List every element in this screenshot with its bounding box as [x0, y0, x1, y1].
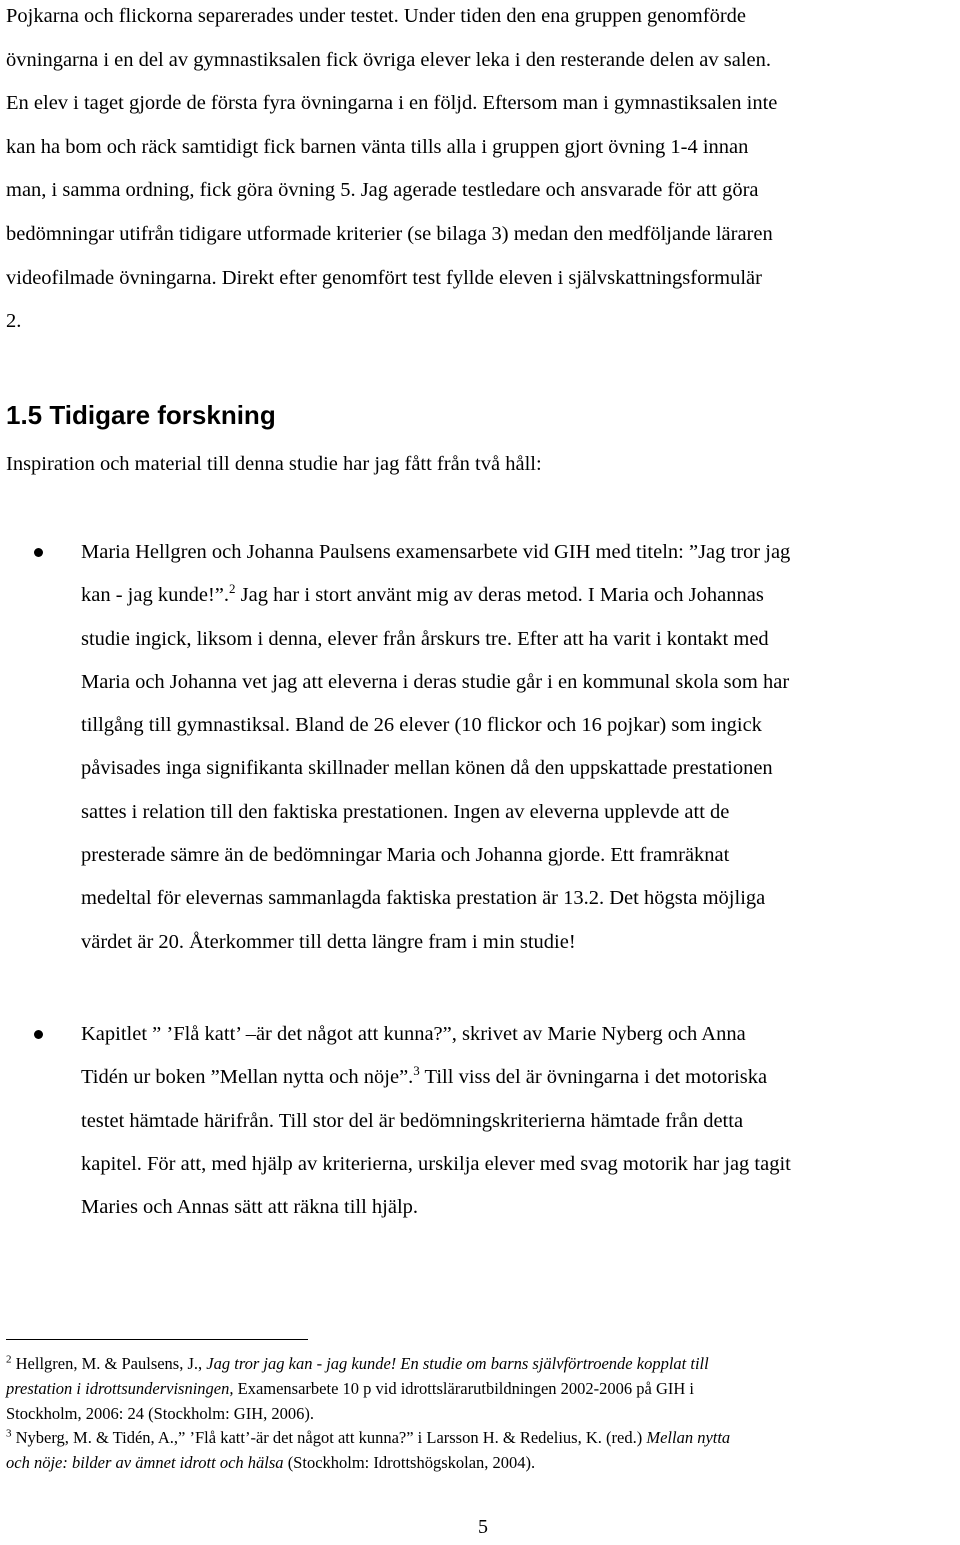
text-fragment: Jag har i stort använt mig av deras metod. I Maria och Johannas: [235, 584, 764, 607]
footnote-title: och nöje: bilder av ämnet idrott och hälsa: [6, 1453, 284, 1473]
footnote-2-line: [6, 1377, 956, 1402]
text-line: tillgång till gymnastiksal. Bland de 26 elever (10 flickor och 16 pojkar) som ingick: [81, 714, 762, 737]
text-line: presterade sämre än de bedömningar Maria och Johanna gjorde. Ett framräknat: [81, 844, 730, 867]
footnotes: [6, 1352, 956, 1476]
text-line: [81, 574, 960, 617]
text-line: kapitel. För att, med hjälp av kriterierna, urskilja elever med svag motorik har jag tagit: [81, 1152, 791, 1175]
text-line: värdet är 20. Återkommer till detta längre fram i min studie!: [81, 930, 576, 953]
text-line: Maria Hellgren och Johanna Paulsens examensarbete vid GIH med titeln: ”Jag tror jag: [81, 541, 791, 563]
bullet-icon: [34, 1030, 43, 1039]
text-line: Maries och Annas sätt att räkna till hjälp.: [81, 1196, 419, 1219]
text-fragment: kan - jag kunde!”.: [81, 584, 229, 607]
footnote-3-line: [6, 1426, 956, 1451]
footnote-2-line: [6, 1352, 956, 1377]
text-line: övningarna i en del av gymnastiksalen fick övriga elever leka i den resterande delen av salen.: [6, 48, 772, 71]
text-line: man, i samma ordning, fick göra övning 5. Jag agerade testledare och ansvarade för att göra: [6, 179, 759, 202]
text-fragment: Tidén ur boken ”Mellan nytta och nöje”.: [81, 1066, 414, 1089]
footnote-ref: 2: [229, 581, 236, 597]
footnote-title: Mellan nytta: [646, 1428, 731, 1448]
text-line: Kapitlet ” ’Flå katt’ –är det något att kunna?”, skrivet av Marie Nyberg och Anna: [81, 1023, 746, 1045]
footnote-title: prestation i idrottsundervisningen,: [6, 1378, 234, 1398]
section-lead: Inspiration och material till denna studie har jag fått från två håll:: [6, 453, 542, 475]
text-line: medeltal för elevernas sammanlagda faktiska prestation är 13.2. Det högsta möjliga: [81, 887, 766, 910]
bullet-text: [81, 1013, 960, 1229]
section-heading: 1.5 Tidigare forskning: [6, 400, 276, 430]
text-line: bedömningar utifrån tidigare utformade kriterier (se bilaga 3) medan den medföljande läraren: [6, 222, 773, 245]
bullet-text: [81, 531, 960, 964]
footnote-ref: 3: [413, 1063, 420, 1079]
bullet-icon: [34, 548, 43, 557]
footnote-authors: Hellgren, M. & Paulsens, J.,: [11, 1354, 207, 1373]
footnote-number: 2: [6, 1353, 12, 1366]
text-line: 2.: [6, 310, 22, 333]
footnote-details: Examensarbete 10 p vid idrottslärarutbildningen 2002-2006 på GIH i: [233, 1378, 695, 1398]
page-number: 5: [478, 1516, 488, 1538]
text-line: En elev i taget gjorde de första fyra övningarna i en följd. Eftersom man i gymnastiksalen inte: [6, 92, 778, 115]
footnote-2-line: Stockholm, 2006: 24 (Stockholm: GIH, 2006).: [6, 1403, 314, 1423]
intro-paragraph: [6, 0, 956, 344]
footnote-authors: Nyberg, M. & Tidén, A.,” ’Flå katt’-är det något att kunna?” i Larsson H. & Redelius, K. (red.): [11, 1428, 647, 1448]
footnote-details: (Stockholm: Idrottshögskolan, 2004).: [283, 1453, 536, 1473]
text-fragment: Till viss del är övningarna i det motoriska: [419, 1066, 768, 1089]
text-line: kan ha bom och räck samtidigt fick barnen vänta tills alla i gruppen gjort övning 1-4 innan: [6, 135, 749, 158]
footnote-number: 3: [6, 1427, 12, 1440]
footnote-3-line: [6, 1451, 956, 1476]
text-line: sattes i relation till den faktiska prestationen. Ingen av eleverna upplevde att de: [81, 800, 730, 823]
text-line: studie ingick, liksom i denna, elever från årskurs tre. Efter att ha varit i kontakt med: [81, 627, 769, 650]
footnote-separator: [6, 1339, 308, 1340]
text-line: videofilmade övningarna. Direkt efter genomfört test fyllde eleven i självskattningsformulär: [6, 266, 762, 289]
footnote-title: Jag tror jag kan - jag kunde! En studie om barns självförtroende kopplat till: [206, 1354, 709, 1373]
text-line: Maria och Johanna vet jag att eleverna i deras studie går i en kommunal skola som har: [81, 670, 790, 693]
text-line: påvisades inga signifikanta skillnader mellan könen då den uppskattade prestationen: [81, 757, 773, 780]
text-line: testet hämtade härifrån. Till stor del är bedömningskriterierna hämtade från detta: [81, 1109, 744, 1132]
text-line: Pojkarna och flickorna separerades under testet. Under tiden den ena gruppen genomförde: [6, 5, 746, 27]
text-line: [81, 1056, 960, 1099]
